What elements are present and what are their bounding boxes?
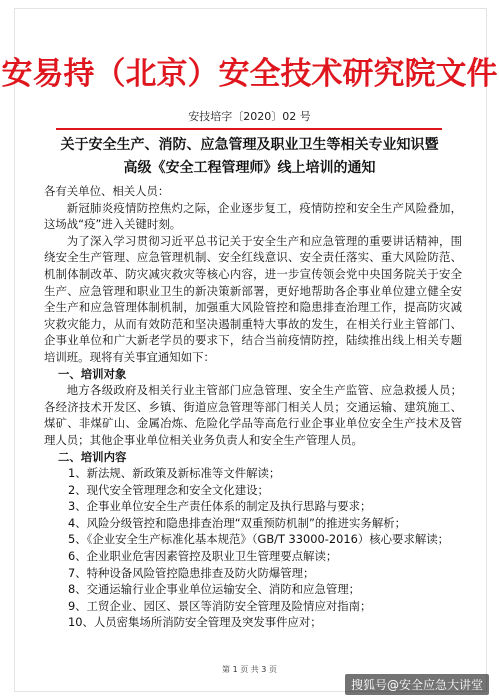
section-2-heading: 二、培训内容 bbox=[58, 449, 127, 464]
section-1-heading: 一、培训对象 bbox=[58, 366, 127, 381]
list-item: 4、风险分级管控和隐患排查治理“双重预防机制”的推进实务解析； bbox=[68, 515, 406, 530]
list-item: 3、企事业单位安全生产责任体系的制定及执行思路与要求； bbox=[68, 499, 372, 514]
list-item: 8、交通运输行业企事业单位运输安全、消防和应急管理； bbox=[68, 582, 361, 597]
section-1-text: 地方各级政府及相关行业主管部门应急管理、安全生产监管、应急救援人员；各经济技术开发区、乡镇、街道应急管理等部门相关人员；交通运输、建筑施工、煤矿、非煤矿山、金属冶炼、危险化学品等高危行业企事业单位安全生产技术及管理人员；其他企事业单位相关业务负责人和安全生产管理人员。 bbox=[44, 383, 462, 447]
notice-body bbox=[44, 183, 462, 631]
list-item: 5、《企业安全生产标准化基本规范》（GB/T 33000-2016）核心要求解读； bbox=[68, 532, 450, 547]
document-number: 安技培字〔2020〕02 号 bbox=[188, 110, 311, 123]
notice-title bbox=[30, 134, 469, 180]
list-item: 9、工贸企业、园区、景区等消防安全管理及险情应对指南； bbox=[68, 598, 372, 613]
paragraph-2: 为了深入学习贯彻习近平总书记关于安全生产和应急管理的重要讲话精神，围绕安全生产管理、应急管理机制、安全红线意识、安全责任落实、重大风险防范、机制体制改革、防灾减灾救灾等核心内容，进一步宣传领会党中央国务院关于安全生产、应急管理和职业卫生的新决策新部署，更好地帮助各企事业单位建立健全安全生产和应急管理体制机制，加强重大风险管控和隐患排查治理工作，提高防灾减灾救灾能力，从而有效防范和坚决遏制重特大事故的发生，在相关行业主管部门、企事业单位和广大新老学员的要求下，结合当前疫情防控，陆续推出线上相关专题培训班。现将有关事宜通知如下： bbox=[44, 233, 462, 364]
red-divider-rule bbox=[56, 128, 442, 130]
list-item: 6、企业职业危害因素管控及职业卫生管理要点解读； bbox=[68, 549, 338, 564]
page-footer: 第 1 页 共 3 页 bbox=[222, 665, 277, 674]
paragraph-1: 新冠肺炎疫情防控焦灼之际，企业逐步复工，疫情防控和安全生产风险叠加，这场战“疫”进入关键时刻。 bbox=[44, 200, 462, 232]
list-item: 2、现代安全管理理念和安全文化建设； bbox=[68, 482, 269, 497]
notice-title-line-2: 高级《安全工程管理师》线上培训的通知 bbox=[123, 160, 376, 176]
list-item: 10、人员密集场所消防安全管理及突发事件应对； bbox=[68, 615, 322, 630]
list-item: 7、特种设备风险管控隐患排查及防火防爆管理； bbox=[68, 565, 315, 580]
salutation: 各有关单位、相关人员： bbox=[44, 184, 170, 198]
document-masthead: 安易持（北京）安全技术研究院文件 bbox=[1, 56, 498, 92]
list-item: 1、新法规、新政策及新标准等文件解读； bbox=[68, 466, 281, 481]
source-watermark: 搜狐号@安全应急大讲堂 bbox=[345, 674, 489, 695]
notice-title-line-1: 关于安全生产、消防、应急管理及职业卫生等相关专业知识暨 bbox=[60, 137, 439, 153]
